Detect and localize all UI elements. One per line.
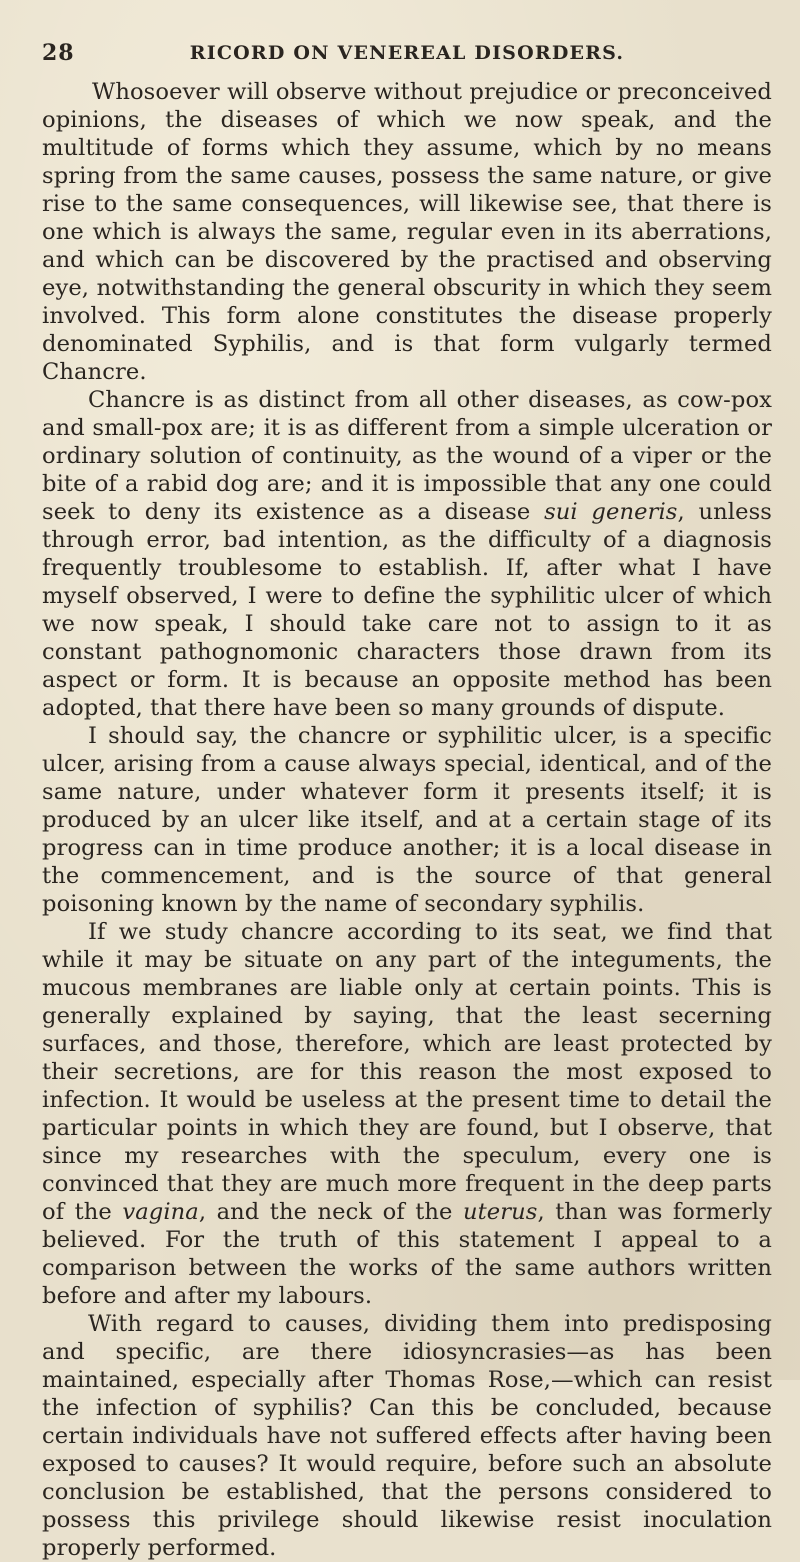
paragraph bbox=[42, 918, 772, 1310]
paragraph-text: With regard to causes, dividing them into predisposing and specific, are there idiosyncrasies—as has been maintained, especially after Thomas Rose,—which can resist the infection of syphilis? Can this be concluded, because certain individuals have not suffered effects after having been exposed to causes? It would require, before such an absolute conclusion be established, that the persons considered to possess this privilege should likewise resist inoculation properly performed. bbox=[42, 1311, 772, 1561]
running-head bbox=[42, 40, 772, 74]
running-title: RICORD ON VENEREAL DISORDERS. bbox=[189, 42, 625, 64]
body-text bbox=[42, 78, 772, 1562]
italic-term: uterus bbox=[462, 1199, 538, 1225]
paragraph bbox=[42, 386, 772, 722]
paragraph bbox=[42, 78, 772, 386]
italic-term: sui generis bbox=[544, 499, 678, 525]
paragraph-text: Chancre is as distinct from all other diseases, as cow-pox and small-pox are; it is as different from a simple ulceration or ordinary solution of continuity, as the wound of a viper or the bite of a rabid dog are; and it is impossible that any one could seek to deny its existence as a disease bbox=[42, 387, 772, 525]
italic-term: vagina bbox=[122, 1199, 199, 1225]
paragraph-text: I should say, the chancre or syphilitic ulcer, is a specific ulcer, arising from a cause always special, identical, and of the same nature, under whatever form it presents itself; it is produced by an ulcer like itself, and at a certain stage of its progress can in time produce another; it is a local disease in the commencement, and is the source of that general poisoning known by the name of secondary syphilis. bbox=[42, 723, 772, 917]
paragraph-text: , unless through error, bad intention, as the difficulty of a diagnosis frequently troublesome to establish. If, after what I have myself observed, I were to define the syphilitic ulcer of which we now speak, I should take care not to assign to it as constant pathognomonic characters those drawn from its aspect or form. It is because an opposite method has been adopted, that there have been so many grounds of dispute. bbox=[42, 499, 772, 721]
paragraph-text: Whosoever will observe without prejudice or preconceived opinions, the diseases of which we now speak, and the multitude of forms which they assume, which by no means spring from the same causes, possess the same nature, or give rise to the same consequences, will likewise see, that there is one which is always the same, regular even in its aberrations, and which can be discovered by the practised and observing eye, notwithstanding the general obscurity in which they seem involved. This form alone constitutes the disease properly denominated Syphilis, and is that form vulgarly termed Chancre. bbox=[42, 79, 772, 385]
paragraph-text: If we study chancre according to its seat, we find that while it may be situate on any part of the integuments, the mucous membranes are liable only at certain points. This is generally explained by saying, that the least secerning surfaces, and those, therefore, which are least protected by their secretions, are for this reason the most exposed to infection. It would be useless at the present time to detail the particular points in which they are found, but I observe, that since my researches with the speculum, every one is convinced that they are much more frequent in the deep parts of the bbox=[42, 919, 772, 1225]
page-number: 28 bbox=[42, 40, 75, 66]
paragraph bbox=[42, 1310, 772, 1562]
paragraph-text: , and the neck of the bbox=[198, 1199, 463, 1225]
paragraph-text: , than was formerly believed. For the truth of this statement I appeal to a comparison between the works of the same authors written before and after my labours. bbox=[42, 1199, 772, 1309]
paragraph bbox=[42, 722, 772, 918]
